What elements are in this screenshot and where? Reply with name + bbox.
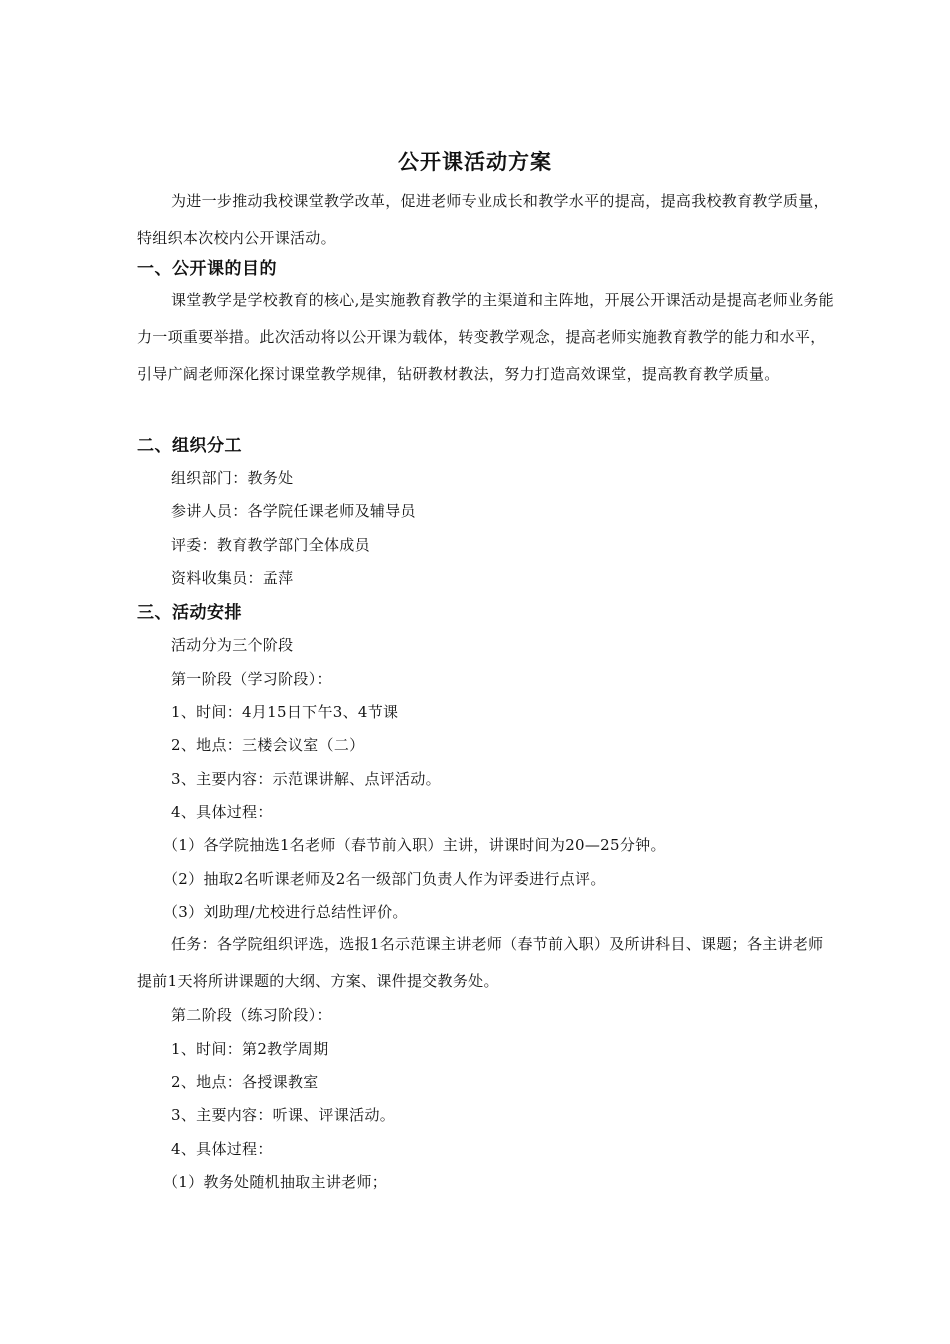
stage2-content: 3、主要内容：听课、评课活动。 <box>171 1106 396 1124</box>
schedule-overview: 活动分为三个阶段 <box>171 636 294 654</box>
section-heading-purpose: 一、公开课的目的 <box>137 259 277 279</box>
org-judges: 评委：教育教学部门全体成员 <box>171 536 370 554</box>
stage1-place: 2、地点：三楼会议室（二） <box>171 736 365 754</box>
stage1-step: （2）抽取2名听课老师及2名一级部门负责人作为评委进行点评。 <box>163 870 606 888</box>
section-heading-schedule: 三、活动安排 <box>137 603 242 623</box>
stage1-step: （1）各学院抽选1名老师（春节前入职）主讲，讲课时间为20—25分钟。 <box>163 836 666 854</box>
org-department: 组织部门：教务处 <box>171 469 294 487</box>
stage1-task: 任务：各学院组织评选，选报1名示范课主讲老师（春节前入职）及所讲科目、课题；各主讲老师提前1天将所讲课题的大纲、方案、课件提交教务处。 <box>137 935 824 990</box>
stage2-label: 第二阶段（练习阶段）： <box>171 1006 332 1024</box>
stage1-label: 第一阶段（学习阶段）： <box>171 670 332 688</box>
stage2-step: （1）教务处随机抽取主讲老师； <box>163 1173 388 1191</box>
purpose-paragraph: 课堂教学是学校教育的核心,是实施教育教学的主渠道和主阵地，开展公开课活动是提高老师业务能力一项重要举措。此次活动将以公开课为载体，转变教学观念，提高老师实施教育教学的能力和水平，引导广阔老师深化探讨课堂教学规律，钻研教材教法，努力打造高效课堂，提高教育教学质量。 <box>137 291 834 383</box>
stage1-step: （3）刘助理/尤校进行总结性评价。 <box>163 903 408 921</box>
stage2-time: 1、时间：第2教学周期 <box>171 1040 329 1058</box>
stage2-process: 4、具体过程： <box>171 1140 273 1158</box>
section-heading-organization: 二、组织分工 <box>137 436 242 456</box>
stage1-content: 3、主要内容：示范课讲解、点评活动。 <box>171 770 441 788</box>
org-collector: 资料收集员：孟萍 <box>171 569 294 587</box>
org-participants: 参讲人员：各学院任课老师及辅导员 <box>171 502 416 520</box>
stage1-process: 4、具体过程： <box>171 803 273 821</box>
page-title: 公开课活动方案 <box>398 150 552 174</box>
intro-paragraph: 为进一步推动我校课堂教学改革，促进老师专业成长和教学水平的提高，提高我校教育教学质量，特组织本次校内公开课活动。 <box>137 192 829 247</box>
stage1-time: 1、时间：4月15日下午3、4节课 <box>171 703 399 721</box>
stage2-place: 2、地点：各授课教室 <box>171 1073 319 1091</box>
